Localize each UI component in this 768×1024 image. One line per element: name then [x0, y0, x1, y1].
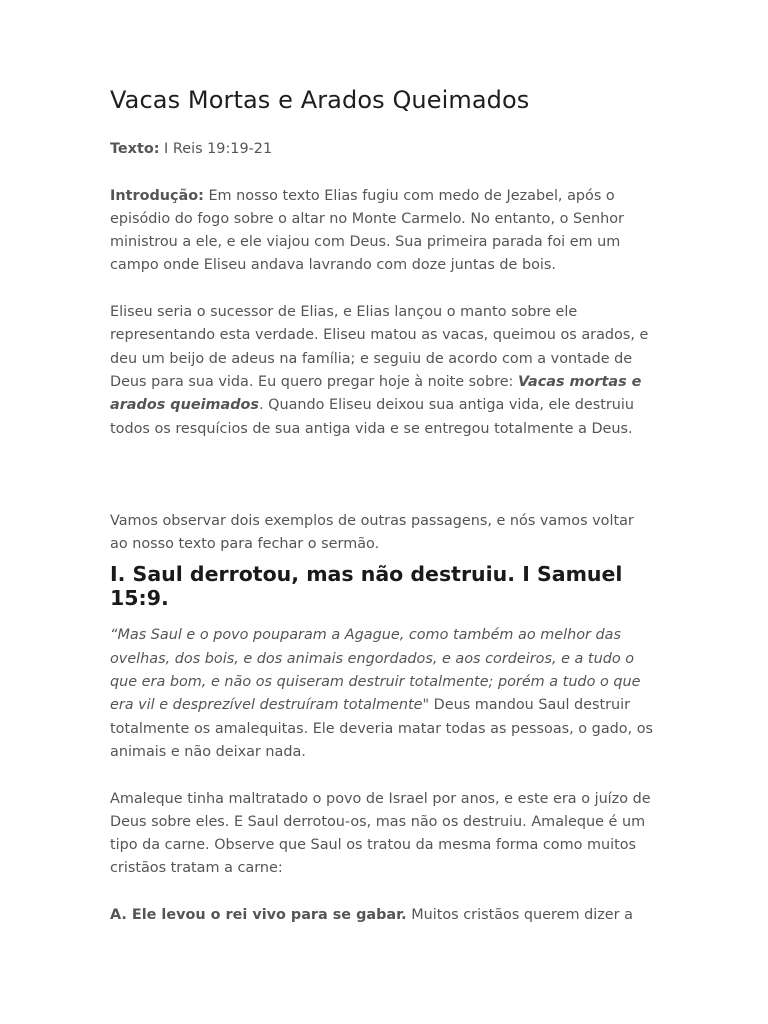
texto-ref: I Reis 19:19-21 — [159, 141, 273, 157]
introduction-paragraph — [110, 185, 655, 278]
point-a-label: A. Ele levou o rei vivo para se gabar. — [110, 907, 407, 924]
introduction-label: Introdução: — [110, 187, 204, 204]
section-heading-1: I. Saul derrotou, mas não destruiu. I Samuel 15:9. — [110, 562, 623, 611]
sermon-title-emphasis: Vacas mortas e arados queimados — [110, 373, 642, 414]
paragraph-2-before: Eliseu seria o sucessor de Elias, e Elias lançou o manto sobre ele representando esta verdade. Eliseu matou as vacas, queimou os arados, e deu um beijo de adeus na família; e seguiu de acordo com a vontade de Deus para sua vida. Eu quero pregar hoje à noite sobre: — [110, 304, 649, 390]
document-title: Vacas Mortas e Arados Queimados — [110, 86, 530, 114]
body-paragraph-3: Vamos observar dois exemplos de outras passagens, e nós vamos voltar ao nosso texto para fechar o sermão. — [110, 512, 634, 553]
point-a-paragraph — [110, 904, 655, 927]
scripture-quote: “Mas Saul e o povo pouparam a Agague, como também ao melhor das ovelhas, dos bois, e dos animais engordados, e aos cordeiros, e a tudo o que era bom, e não os quiseram destruir totalmente; porém a tudo o que era vil e desprezível destruíram totalmente — [110, 627, 641, 714]
document-page — [110, 84, 655, 951]
quote-followup: " Deus mandou Saul destruir totalmente os amalequitas. Ele deveria matar todas as pessoas, o gado, os animais e não deixar nada. — [110, 697, 654, 760]
introduction-text: Em nosso texto Elias fugiu com medo de Jezabel, após o episódio do fogo sobre o altar no Monte Carmelo. No entanto, o Senhor ministrou a ele, e ele viajou com Deus. Sua primeira parada foi em um campo onde Eliseu andava lavrando com doze juntas de bois. — [110, 187, 624, 274]
body-paragraph-2 — [110, 301, 655, 441]
texto-label: Texto: — [110, 141, 160, 157]
section-1-paragraph-2: Amaleque tinha maltratado o povo de Israel por anos, e este era o juízo de Deus sobre eles. E Saul derrotou-os, mas não os destruiu. Amaleque é um tipo da carne. Observe que Saul os tratou da mesma forma como muitos cristãos tratam a carne: — [110, 790, 651, 877]
scripture-reference — [110, 138, 655, 161]
point-a-text: Muitos cristãos querem dizer a — [406, 907, 633, 924]
section-1-quote-paragraph — [110, 624, 655, 764]
paragraph-2-after: . Quando Eliseu deixou sua antiga vida, ele destruiu todos os resquícios de sua antiga vida e se entregou totalmente a Deus. — [110, 397, 635, 437]
